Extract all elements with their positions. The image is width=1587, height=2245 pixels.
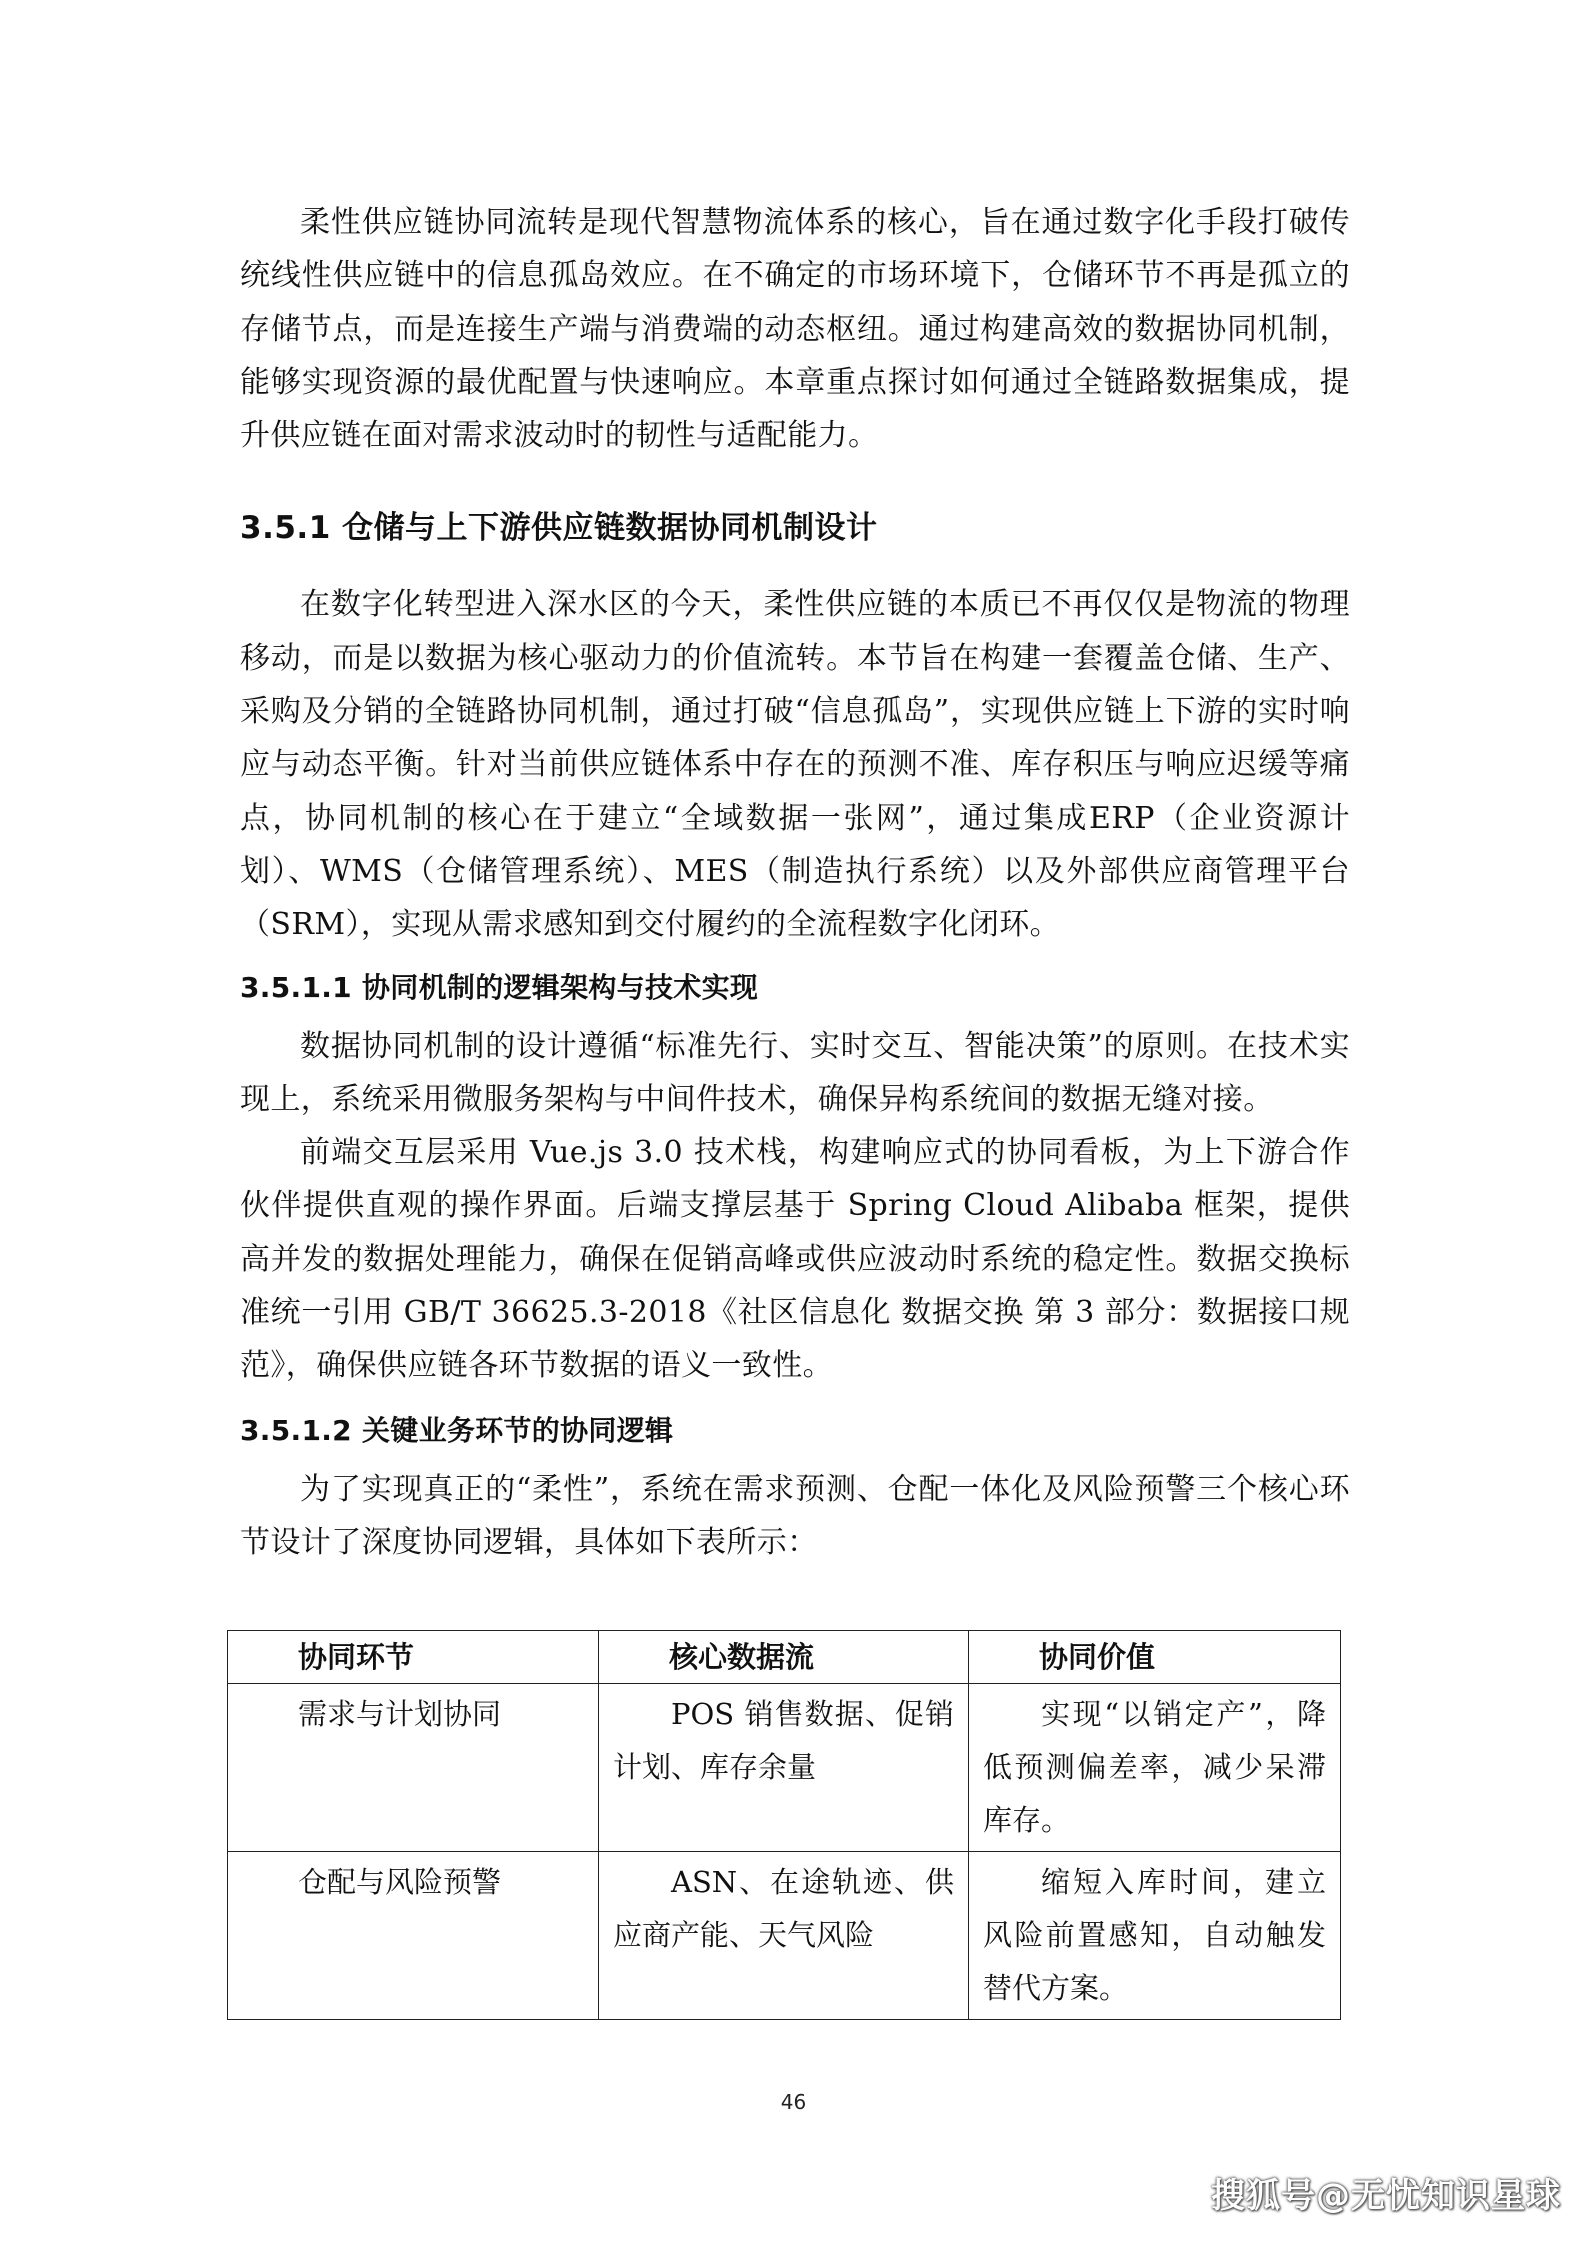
- section-3-5-1-heading: 3.5.1 仓储与上下游供应链数据协同机制设计: [240, 510, 878, 547]
- cell-text: 需求与计划协同: [298, 1697, 502, 1731]
- table-header-row: [228, 1631, 1341, 1684]
- table-cell: [228, 1852, 599, 2020]
- table-cell: [228, 1684, 599, 1852]
- section-3-5-1-paragraph: 在数字化转型进入深水区的今天，柔性供应链的本质已不再仅仅是物流的物理移动，而是以数据为核心驱动力的价值流转。本节旨在构建一套覆盖仓储、生产、采购及分销的全链路协同机制，通过打破“信息孤岛”，实现供应链上下游的实时响应与动态平衡。针对当前供应链体系中存在的预测不准、库存积压与响应迟缓等痛点，协同机制的核心在于建立“全域数据一张网”，通过集成ERP（企业资源计划）、WMS（仓储管理系统）、MES（制造执行系统）以及外部供应商管理平台（SRM），实现从需求感知到交付履约的全流程数字化闭环。: [240, 587, 1350, 943]
- table-cell: [969, 1684, 1341, 1852]
- table-cell: [599, 1684, 969, 1852]
- section-3-5-1-1-paragraph-1: 数据协同机制的设计遵循“标准先行、实时交互、智能决策”的原则。在技术实现上，系统采用微服务架构与中间件技术，确保异构系统间的数据无缝对接。: [240, 1028, 1350, 1117]
- table-row: [228, 1852, 1341, 2020]
- intro-paragraph: 柔性供应链协同流转是现代智慧物流体系的核心，旨在通过数字化手段打破传统线性供应链中的信息孤岛效应。在不确定的市场环境下，仓储环节不再是孤立的存储节点，而是连接生产端与消费端的动态枢纽。通过构建高效的数据协同机制，能够实现资源的最优配置与快速响应。本章重点探讨如何通过全链路数据集成，提升供应链在面对需求波动时的韧性与适配能力。: [240, 205, 1350, 454]
- document-body: [240, 196, 1350, 1569]
- table-header-cell: 协同价值: [969, 1631, 1341, 1684]
- section-3-5-1-1-heading: 3.5.1.1 协同机制的逻辑架构与技术实现: [240, 970, 759, 1004]
- table-cell: [599, 1852, 969, 2020]
- table-header-cell: 核心数据流: [599, 1631, 969, 1684]
- cell-text: ASN、在途轨迹、供应商产能、天气风险: [613, 1865, 954, 1952]
- section-3-5-1-2-heading: 3.5.1.2 关键业务环节的协同逻辑: [240, 1413, 674, 1447]
- collaboration-logic-table: [227, 1630, 1341, 2020]
- watermark: 搜狐号@无忧知识星球: [1211, 2176, 1561, 2216]
- table-header-cell: 协同环节: [228, 1631, 599, 1684]
- section-3-5-1-2-paragraph: 为了实现真正的“柔性”，系统在需求预测、仓配一体化及风险预警三个核心环节设计了深度协同逻辑，具体如下表所示：: [240, 1471, 1350, 1560]
- table-row: [228, 1684, 1341, 1852]
- cell-text: 仓配与风险预警: [298, 1865, 502, 1899]
- cell-text: 缩短入库时间，建立风险前置感知，自动触发替代方案。: [983, 1865, 1326, 2005]
- cell-text: POS 销售数据、促销计划、库存余量: [613, 1697, 954, 1784]
- page-number: 46: [780, 2090, 807, 2114]
- table-cell: [969, 1852, 1341, 2020]
- cell-text: 实现“以销定产”，降低预测偏差率，减少呆滞库存。: [983, 1697, 1326, 1837]
- section-3-5-1-1-paragraph-2: 前端交互层采用 Vue.js 3.0 技术栈，构建响应式的协同看板，为上下游合作伙伴提供直观的操作界面。后端支撑层基于 Spring Cloud Alibaba 框架，提供高并发的数据处理能力，确保在促销高峰或供应波动时系统的稳定性。数据交换标准统一引用 GB/T 36625.3-2018《社区信息化 数据交换 第 3 部分：数据接口规范》，确保供应链各环节数据的语义一致性。: [240, 1135, 1350, 1384]
